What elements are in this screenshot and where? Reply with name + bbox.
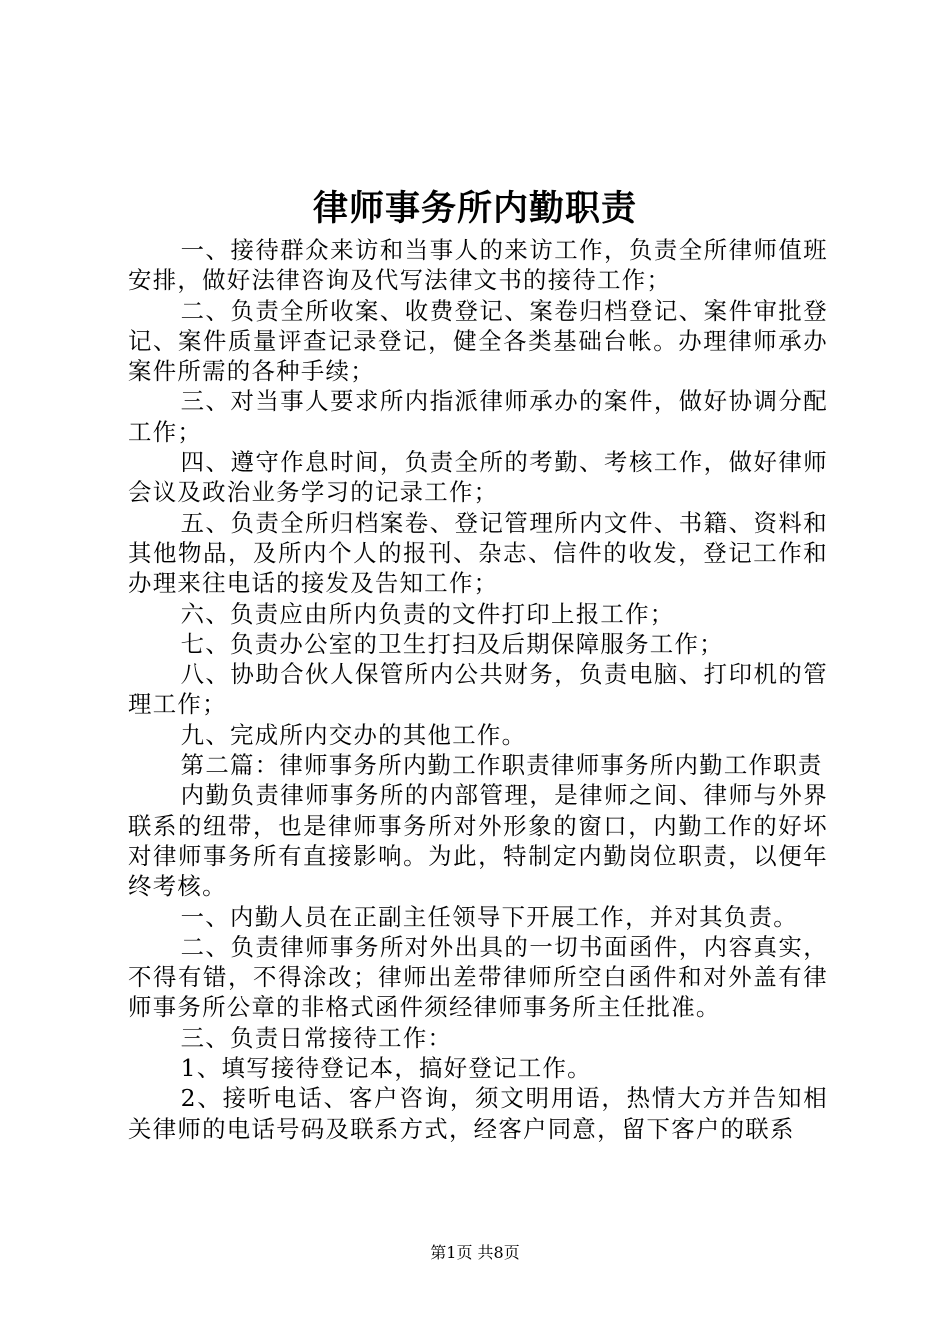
paragraph: 四、遵守作息时间，负责全所的考勤、考核工作，做好律师会议及政治业务学习的记录工作； bbox=[128, 448, 828, 507]
document-title: 律师事务所内勤职责 bbox=[312, 188, 637, 229]
paragraph: 1、填写接待登记本，搞好登记工作。 bbox=[180, 1054, 592, 1083]
paragraph: 二、负责律师事务所对外出具的一切书面函件，内容真实，不得有错，不得涂改；律师出差带律师所空白函件和对外盖有律师事务所公章的非格式函件须经律师事务所主任批准。 bbox=[128, 932, 828, 1022]
paragraph: 五、负责全所归档案卷、登记管理所内文件、书籍、资料和其他物品，及所内个人的报刊、杂志、信件的收发，登记工作和办理来往电话的接发及告知工作； bbox=[128, 508, 828, 598]
paragraph: 二、负责全所收案、收费登记、案卷归档登记、案件审批登记、案件质量评查记录登记，健全各类基础台帐。办理律师承办案件所需的各种手续； bbox=[128, 296, 828, 386]
paragraph: 一、内勤人员在正副主任领导下开展工作，并对其负责。 bbox=[180, 902, 798, 931]
paragraph: 七、负责办公室的卫生打扫及后期保障服务工作； bbox=[180, 629, 724, 658]
page-footer: 第1页 共8页 bbox=[430, 1243, 520, 1262]
paragraph: 2、接听电话、客户咨询，须文明用语，热情大方并告知相关律师的电话号码及联系方式，经客户同意，留下客户的联系 bbox=[128, 1084, 828, 1143]
paragraph: 九、完成所内交办的其他工作。 bbox=[180, 720, 527, 749]
paragraph: 一、接待群众来访和当事人的来访工作，负责全所律师值班安排，做好法律咨询及代写法律文书的接待工作； bbox=[128, 236, 828, 295]
paragraph: 三、对当事人要求所内指派律师承办的案件，做好协调分配工作； bbox=[128, 387, 828, 446]
paragraph: 八、协助合伙人保管所内公共财务，负责电脑、打印机的管理工作； bbox=[128, 660, 828, 719]
section-heading: 第二篇：律师事务所内勤工作职责律师事务所内勤工作职责 bbox=[180, 751, 823, 780]
paragraph: 内勤负责律师事务所的内部管理，是律师之间、律师与外界联系的纽带，也是律师事务所对外形象的窗口，内勤工作的好坏对律师事务所有直接影响。为此，特制定内勤岗位职责，以便年终考核。 bbox=[128, 781, 828, 901]
paragraph: 三、负责日常接待工作： bbox=[180, 1023, 453, 1052]
document-body bbox=[128, 235, 828, 1144]
paragraph: 六、负责应由所内负责的文件打印上报工作； bbox=[180, 599, 675, 628]
